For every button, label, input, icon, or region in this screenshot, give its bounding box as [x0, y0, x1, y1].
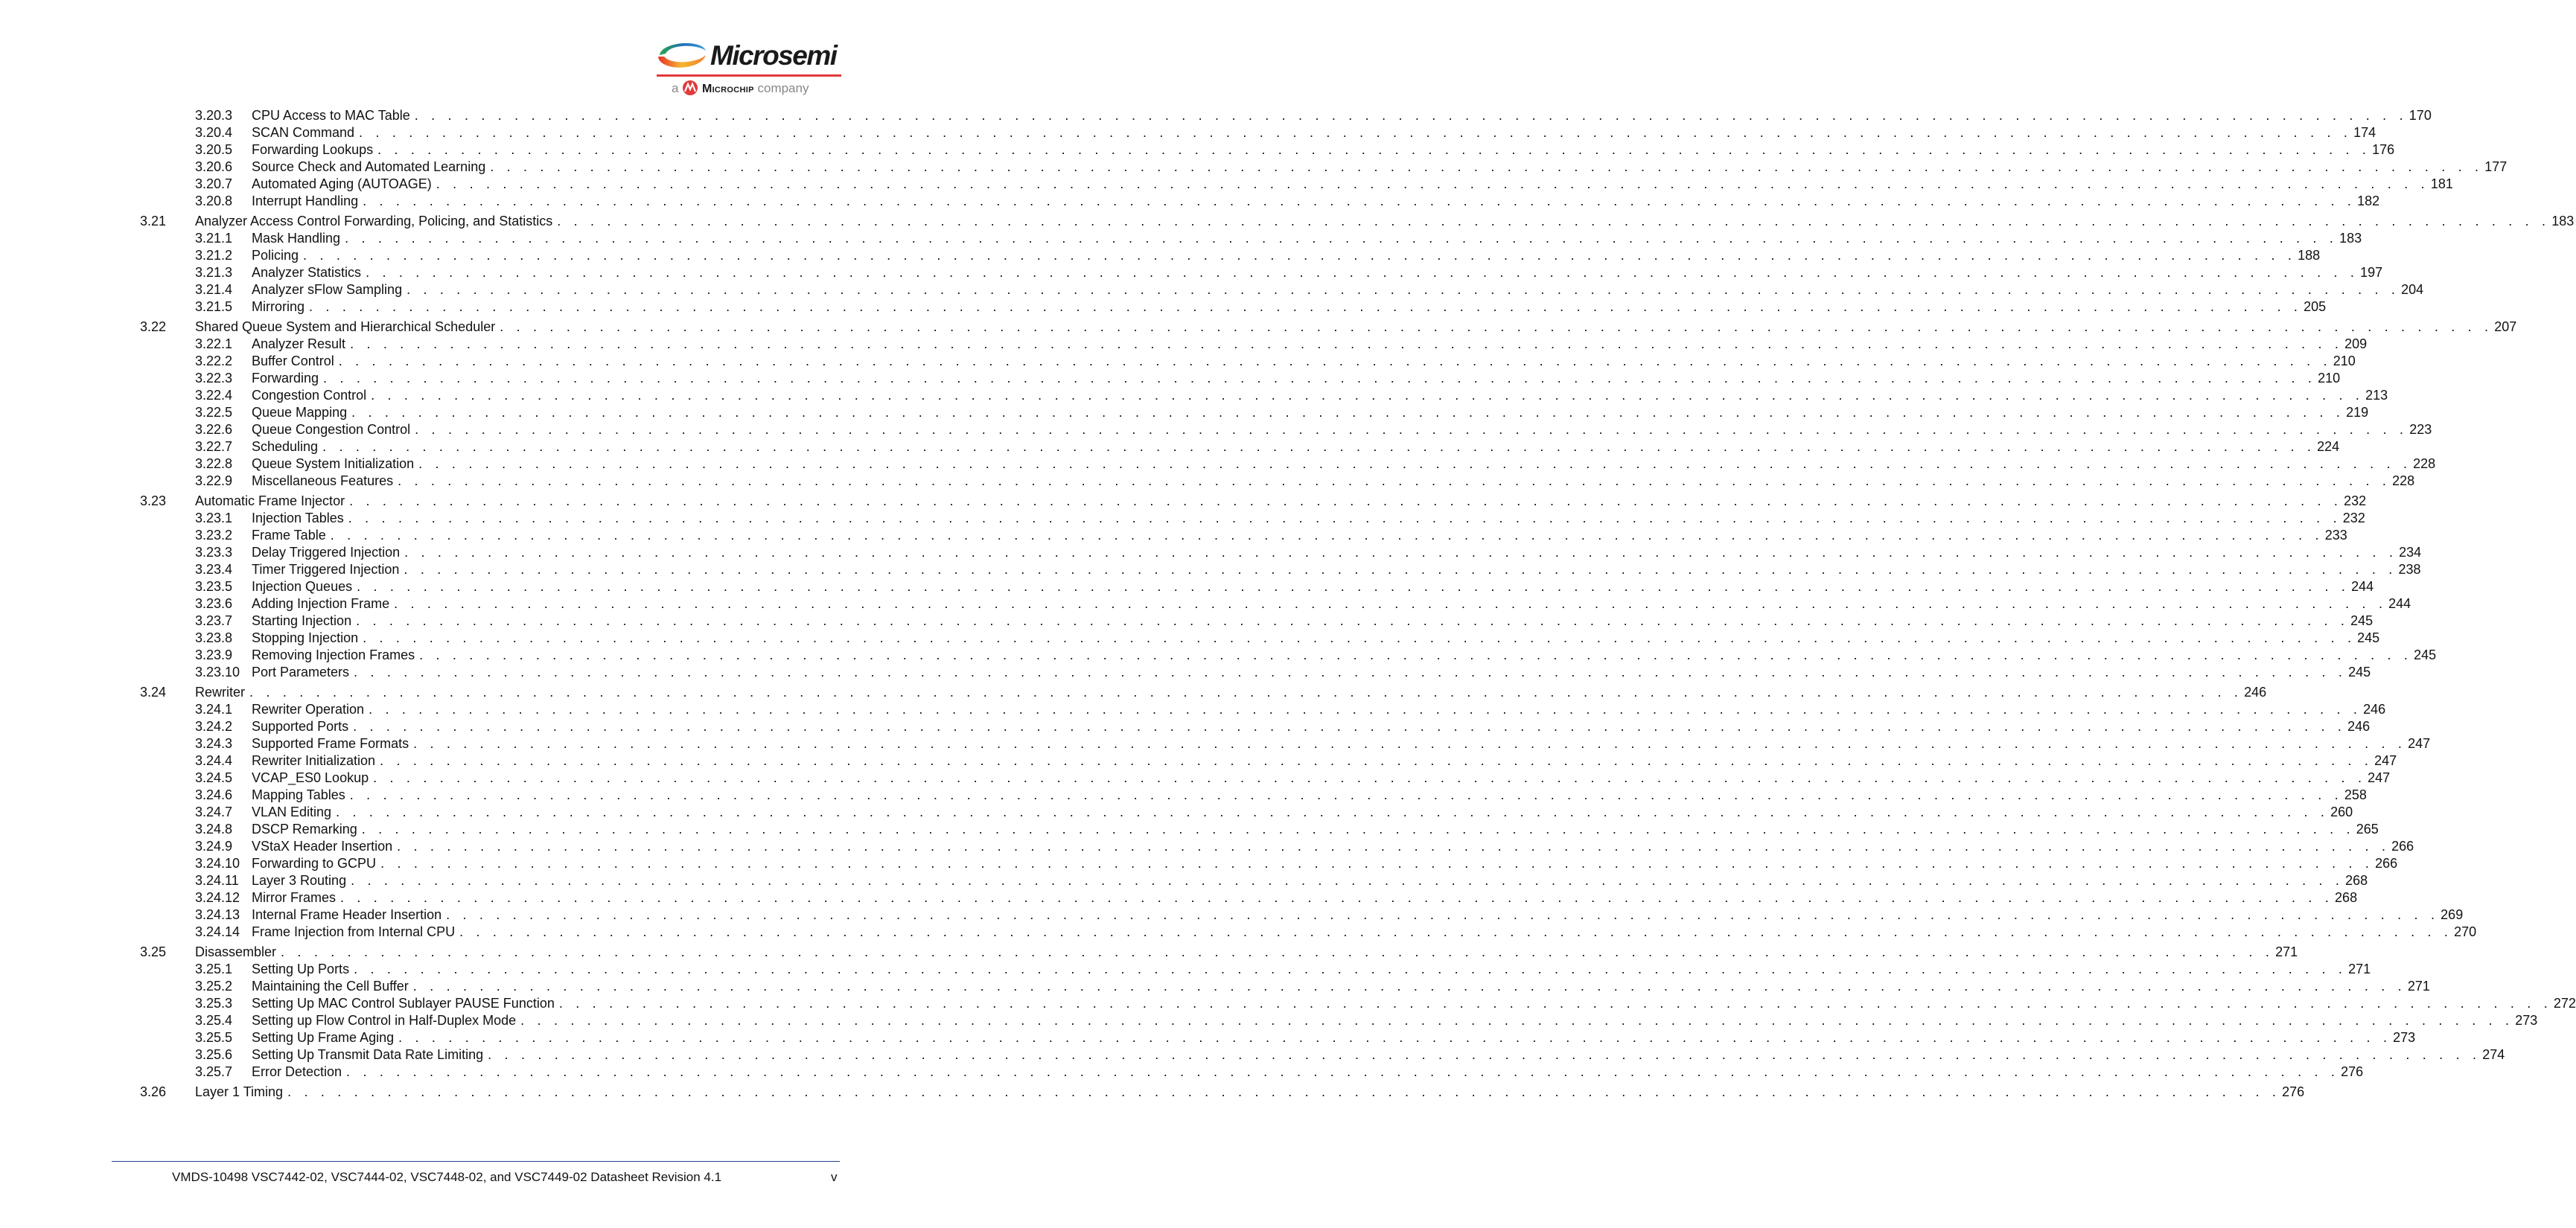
toc-entry-page: 271 — [2275, 944, 2298, 959]
toc-entry-page: 205 — [2304, 299, 2327, 314]
toc-entry-number: 3.20.3 — [195, 108, 233, 123]
toc-entry-page: 197 — [2360, 265, 2383, 280]
dot-leader: . . . . . . . . . . . . . . . . . . . . . . . . . . . . . . . . . . . . . . . . . . . . . . . . . . . . . . . . . . . . . . . . . . . . . . . . . . . . . . . . . . . . . . . . . . . . . . . . . . . . . . . . . . . . . . . . . . . . . . . . — [356, 613, 2350, 628]
toc-entry-title: Queue System Initialization — [252, 456, 415, 471]
toc-entry-number: 3.22.6 — [195, 422, 233, 437]
dot-leader: . . . . . . . . . . . . . . . . . . . . . . . . . . . . . . . . . . . . . . . . . . . . . . . . . . . . . . . . . . . . . . . . . . . . . . . . . . . . . . . . . . . . . . . . . . . . . . . . . . . . . . . . . . . . . . . . . . . . . . . . — [348, 511, 2341, 525]
toc-subsection-entry[interactable] — [140, 735, 2431, 752]
toc-entry-page: 210 — [2333, 354, 2356, 368]
toc-entry-title: VCAP_ES0 Lookup — [252, 770, 369, 785]
toc-entry-number: 3.25.5 — [195, 1030, 233, 1045]
toc-subsection-entry[interactable] — [140, 438, 2340, 455]
toc-entry-title: Congestion Control — [252, 388, 367, 403]
dot-leader: . . . . . . . . . . . . . . . . . . . . . . . . . . . . . . . . . . . . . . . . . . . . . . . . . . . . . . . . . . . . . . . . . . . . . . . . . . . . . . . . . . . . . . . . . . . . . . . . . . . . . . . . . . . . . . . . . . . . . . . . — [353, 719, 2347, 734]
toc-entry-page: 276 — [2282, 1084, 2305, 1099]
toc-entry-title: Setting Up Frame Aging — [252, 1030, 395, 1045]
toc-entry-page: 268 — [2335, 890, 2358, 905]
toc-entry-number: 3.21.2 — [195, 248, 233, 263]
toc-subsection-entry[interactable] — [140, 336, 2368, 353]
dot-leader: . . . . . . . . . . . . . . . . . . . . . . . . . . . . . . . . . . . . . . . . . . . . . . . . . . . . . . . . . . . . . . . . . . . . . . . . . . . . . . . . . . . . . . . . . . . . . . . . . . . . . . . . . . . . . . . . . . . . . . . . — [459, 924, 2453, 939]
toc-entry-number: 3.24 — [140, 685, 167, 700]
toc-entry-page: 177 — [2484, 159, 2508, 174]
toc-entry-page: 272 — [2553, 996, 2576, 1011]
toc-entry-page: 174 — [2353, 125, 2376, 140]
dot-leader: . . . . . . . . . . . . . . . . . . . . . . . . . . . . . . . . . . . . . . . . . . . . . . . . . . . . . . . . . . . . . . . . . . . . . . . . . . . . . . . . . . . . . . . . . . . . . . . . . . . . . . . . . . . . . . . . . . . . . . . . — [322, 439, 2316, 454]
toc-entry-title: Source Check and Automated Learning — [252, 159, 486, 174]
dot-leader: . . . . . . . . . . . . . . . . . . . . . . . . . . . . . . . . . . . . . . . . . . . . . . . . . . . . . . . . . . . . . . . . . . . . . . . . . . . . . . . . . . . . . . . . . . . . . . . . . . . . . . . . . . . . . . . . . . . . . . . . — [407, 282, 2400, 297]
toc-entry-page: 270 — [2454, 924, 2477, 939]
toc-entry-number: 3.23 — [140, 493, 167, 508]
toc-entry-title: Supported Ports — [252, 719, 349, 734]
toc-entry-title: Layer 3 Routing — [252, 873, 347, 888]
toc-entry-title: Removing Injection Frames — [252, 647, 415, 662]
dot-leader: . . . . . . . . . . . . . . . . . . . . . . . . . . . . . . . . . . . . . . . . . . . . . . . . . . . . . . . . . . . . . . . . . . . . . . . . . . . . . . . . . . . . . . . . . . . . . . . . . . . . . . . . . . . . . . . . . . . . . . . . — [350, 336, 2344, 351]
toc-entry-title: Mask Handling — [252, 231, 341, 246]
toc-entry-number: 3.25.3 — [195, 996, 233, 1011]
toc-subsection-entry[interactable] — [140, 701, 2386, 718]
toc-entry-page: 245 — [2348, 665, 2371, 679]
toc-entry-title: Setting Up Ports — [252, 962, 350, 976]
toc-subsection-entry[interactable] — [140, 752, 2397, 770]
toc-subsection-entry[interactable] — [140, 821, 2379, 838]
dot-leader: . . . . . . . . . . . . . . . . . . . . . . . . . . . . . . . . . . . . . . . . . . . . . . . . . . . . . . . . . . . . . . . . . . . . . . . . . . . . . . . . . . . . . . . . . . . . . . . . . . . . . . . . . . . . . . . . . . . . . . . . — [354, 665, 2347, 679]
toc-entry-page: 258 — [2344, 787, 2367, 802]
toc-entry-number: 3.24.2 — [195, 719, 233, 734]
toc-entry-page: 233 — [2324, 528, 2347, 543]
toc-subsection-entry[interactable] — [140, 924, 2477, 941]
dot-leader: . . . . . . . . . . . . . . . . . . . . . . . . . . . . . . . . . . . . . . . . . . . . . . . . . . . . . . . . . . . . . . . . . . . . . . . . . . . . . . . . . . . . . . . . . . . . . . . . . . . . . . . . . . . . . . . . . . . . . . . . — [557, 214, 2551, 228]
toc-subsection-entry[interactable] — [140, 995, 2576, 1012]
toc-subsection-entry[interactable] — [140, 193, 2380, 210]
dot-leader: . . . . . . . . . . . . . . . . . . . . . . . . . . . . . . . . . . . . . . . . . . . . . . . . . . . . . . . . . . . . . . . . . . . . . . . . . . . . . . . . . . . . . . . . . . . . . . . . . . . . . . . . . . . . . . . . . . . . . . . . — [351, 405, 2345, 420]
toc-subsection-entry[interactable] — [140, 281, 2424, 298]
toc-entry-number: 3.25 — [140, 944, 167, 959]
toc-subsection-entry[interactable] — [140, 298, 2327, 316]
toc-subsection-entry[interactable] — [140, 855, 2398, 872]
toc-subsection-entry[interactable] — [140, 561, 2421, 578]
toc-entry-number: 3.25.2 — [195, 979, 233, 994]
toc-entry-page: 170 — [2408, 108, 2432, 123]
toc-entry-number: 3.24.7 — [195, 805, 233, 819]
toc-section-entry[interactable] — [140, 684, 2267, 701]
dot-leader: . . . . . . . . . . . . . . . . . . . . . . . . . . . . . . . . . . . . . . . . . . . . . . . . . . . . . . . . . . . . . . . . . . . . . . . . . . . . . . . . . . . . . . . . . . . . . . . . . . . . . . . . . . . . . . . . . . . . . . . . — [446, 907, 2440, 922]
toc-entry-number: 3.23.8 — [195, 630, 233, 645]
toc-entry-number: 3.23.1 — [195, 511, 233, 525]
dot-leader: . . . . . . . . . . . . . . . . . . . . . . . . . . . . . . . . . . . . . . . . . . . . . . . . . . . . . . . . . . . . . . . . . . . . . . . . . . . . . . . . . . . . . . . . . . . . . . . . . . . . . . . . . . . . . . . . . . . . . . . . — [287, 1084, 2281, 1099]
toc-entry-number: 3.24.10 — [195, 856, 240, 871]
dot-leader: . . . . . . . . . . . . . . . . . . . . . . . . . . . . . . . . . . . . . . . . . . . . . . . . . . . . . . . . . . . . . . . . . . . . . . . . . . . . . . . . . . . . . . . . . . . . . . . . . . . . . . . . . . . . . . . . . . . . . . . . — [249, 685, 2243, 700]
toc-entry-number: 3.22.8 — [195, 456, 233, 471]
toc-entry-page: 260 — [2330, 805, 2353, 819]
toc-entry-page: 213 — [2365, 388, 2388, 403]
toc-subsection-entry[interactable] — [140, 247, 2321, 264]
toc-subsection-entry[interactable] — [140, 544, 2422, 561]
dot-leader: . . . . . . . . . . . . . . . . . . . . . . . . . . . . . . . . . . . . . . . . . . . . . . . . . . . . . . . . . . . . . . . . . . . . . . . . . . . . . . . . . . . . . . . . . . . . . . . . . . . . . . . . . . . . . . . . . . . . . . . . — [351, 873, 2344, 888]
dot-leader: . . . . . . . . . . . . . . . . . . . . . . . . . . . . . . . . . . . . . . . . . . . . . . . . . . . . . . . . . . . . . . . . . . . . . . . . . . . . . . . . . . . . . . . . . . . . . . . . . . . . . . . . . . . . . . . . . . . . . . . . — [398, 1030, 2392, 1045]
toc-entry-number: 3.25.7 — [195, 1064, 233, 1079]
toc-entry-title: Miscellaneous Features — [252, 473, 394, 488]
toc-entry-title: Injection Queues — [252, 579, 353, 594]
toc-subsection-entry[interactable] — [140, 510, 2365, 527]
microsemi-swirl-icon — [657, 39, 709, 71]
toc-entry-title: Starting Injection — [252, 613, 352, 628]
toc-entry-title: Maintaining the Cell Buffer — [252, 979, 409, 994]
toc-entry-number: 3.24.11 — [195, 873, 239, 888]
table-of-contents — [140, 107, 2576, 1101]
toc-entry-number: 3.24.4 — [195, 753, 233, 768]
toc-entry-number: 3.23.7 — [195, 613, 233, 628]
toc-entry-number: 3.23.10 — [195, 665, 240, 679]
toc-entry-number: 3.24.14 — [195, 924, 240, 939]
toc-entry-number: 3.25.4 — [195, 1013, 233, 1028]
dot-leader: . . . . . . . . . . . . . . . . . . . . . . . . . . . . . . . . . . . . . . . . . . . . . . . . . . . . . . . . . . . . . . . . . . . . . . . . . . . . . . . . . . . . . . . . . . . . . . . . . . . . . . . . . . . . . . . . . . . . . . . . — [369, 702, 2362, 717]
toc-section-entry[interactable] — [140, 319, 2517, 336]
dot-leader: . . . . . . . . . . . . . . . . . . . . . . . . . . . . . . . . . . . . . . . . . . . . . . . . . . . . . . . . . . . . . . . . . . . . . . . . . . . . . . . . . . . . . . . . . . . . . . . . . . . . . . . . . . . . . . . . . . . . . . . . — [371, 388, 2365, 403]
toc-subsection-entry[interactable] — [140, 978, 2430, 995]
toc-entry-number: 3.24.8 — [195, 822, 233, 837]
toc-entry-number: 3.22.9 — [195, 473, 233, 488]
toc-entry-number: 3.25.6 — [195, 1047, 233, 1062]
toc-section-entry[interactable] — [140, 213, 2575, 230]
toc-entry-title: Queue Mapping — [252, 405, 348, 420]
toc-subsection-entry[interactable] — [140, 595, 2411, 613]
toc-subsection-entry[interactable] — [140, 230, 2362, 247]
toc-entry-title: VStaX Header Insertion — [252, 839, 393, 854]
toc-entry-number: 3.21 — [140, 214, 167, 228]
toc-entry-title: Supported Frame Formats — [252, 736, 409, 751]
toc-entry-title: DSCP Remarking — [252, 822, 357, 837]
toc-entry-title: Mirror Frames — [252, 890, 336, 905]
dot-leader: . . . . . . . . . . . . . . . . . . . . . . . . . . . . . . . . . . . . . . . . . . . . . . . . . . . . . . . . . . . . . . . . . . . . . . . . . . . . . . . . . . . . . . . . . . . . . . . . . . . . . . . . . . . . . . . . . . . . . . . . — [349, 493, 2343, 508]
toc-entry-page: 181 — [2430, 176, 2453, 191]
dot-leader: . . . . . . . . . . . . . . . . . . . . . . . . . . . . . . . . . . . . . . . . . . . . . . . . . . . . . . . . . . . . . . . . . . . . . . . . . . . . . . . . . . . . . . . . . . . . . . . . . . . . . . . . . . . . . . . . . . . . . . . . — [338, 354, 2332, 368]
toc-section-entry[interactable] — [140, 1084, 2305, 1101]
toc-entry-page: 247 — [2374, 753, 2397, 768]
toc-entry-page: 246 — [2244, 685, 2267, 700]
dot-leader: . . . . . . . . . . . . . . . . . . . . . . . . . . . . . . . . . . . . . . . . . . . . . . . . . . . . . . . . . . . . . . . . . . . . . . . . . . . . . . . . . . . . . . . . . . . . . . . . . . . . . . . . . . . . . . . . . . . . . . . . — [412, 979, 2406, 994]
toc-entry-number: 3.23.3 — [195, 545, 233, 560]
toc-subsection-entry[interactable] — [140, 370, 2341, 387]
toc-entry-title: Setting Up MAC Control Sublayer PAUSE Function — [252, 996, 555, 1011]
toc-subsection-entry[interactable] — [140, 124, 2376, 141]
toc-entry-number: 3.22.1 — [195, 336, 233, 351]
toc-entry-number: 3.20.5 — [195, 142, 233, 157]
toc-entry-number: 3.23.6 — [195, 596, 233, 611]
footer-doc-title: VMDS-10498 VSC7442-02, VSC7444-02, VSC7448-02, and VSC7449-02 Datasheet Revision 4.1 — [172, 1170, 722, 1184]
dot-leader: . . . . . . . . . . . . . . . . . . . . . . . . . . . . . . . . . . . . . . . . . . . . . . . . . . . . . . . . . . . . . . . . . . . . . . . . . . . . . . . . . . . . . . . . . . . . . . . . . . . . . . . . . . . . . . . . . . . . . . . . — [345, 231, 2339, 246]
toc-entry-title: Port Parameters — [252, 665, 350, 679]
toc-entry-page: 245 — [2414, 647, 2437, 662]
dot-leader: . . . . . . . . . . . . . . . . . . . . . . . . . . . . . . . . . . . . . . . . . . . . . . . . . . . . . . . . . . . . . . . . . . . . . . . . . . . . . . . . . . . . . . . . . . . . . . . . . . . . . . . . . . . . . . . . . . . . . . . . — [490, 159, 2484, 174]
toc-subsection-entry[interactable] — [140, 473, 2415, 490]
toc-entry-number: 3.20.8 — [195, 194, 233, 208]
toc-entry-page: 273 — [2393, 1030, 2416, 1045]
toc-entry-page: 245 — [2350, 613, 2373, 628]
toc-entry-title: Adding Injection Frame — [252, 596, 390, 611]
toc-entry-title: Forwarding — [252, 371, 319, 386]
toc-entry-page: 210 — [2318, 371, 2341, 386]
toc-entry-title: Mapping Tables — [252, 787, 345, 802]
dot-leader: . . . . . . . . . . . . . . . . . . . . . . . . . . . . . . . . . . . . . . . . . . . . . . . . . . . . . . . . . . . . . . . . . . . . . . . . . . . . . . . . . . . . . . . . . . . . . . . . . . . . . . . . . . . . . . . . . . . . . . . . — [323, 371, 2317, 386]
toc-entry-title: Shared Queue System and Hierarchical Scheduler — [195, 319, 496, 334]
toc-entry-number: 3.24.5 — [195, 770, 233, 785]
toc-entry-title: CPU Access to MAC Table — [252, 108, 410, 123]
toc-entry-title: Analyzer Statistics — [252, 265, 362, 280]
toc-entry-number: 3.24.12 — [195, 890, 240, 905]
toc-entry-page: 207 — [2494, 319, 2517, 334]
dot-leader: . . . . . . . . . . . . . . . . . . . . . . . . . . . . . . . . . . . . . . . . . . . . . . . . . . . . . . . . . . . . . . . . . . . . . . . . . . . . . . . . . . . . . . . . . . . . . . . . . . . . . . . . . . . . . . . . . . . . . . . . — [363, 194, 2356, 208]
toc-entry-page: 209 — [2344, 336, 2368, 351]
dot-leader: . . . . . . . . . . . . . . . . . . . . . . . . . . . . . . . . . . . . . . . . . . . . . . . . . . . . . . . . . . . . . . . . . . . . . . . . . . . . . . . . . . . . . . . . . . . . . . . . . . . . . . . . . . . . . . . . . . . . . . . . — [397, 839, 2391, 854]
dot-leader: . . . . . . . . . . . . . . . . . . . . . . . . . . . . . . . . . . . . . . . . . . . . . . . . . . . . . . . . . . . . . . . . . . . . . . . . . . . . . . . . . . . . . . . . . . . . . . . . . . . . . . . . . . . . . . . . . . . . . . . . — [303, 248, 2297, 263]
toc-entry-title: Injection Tables — [252, 511, 344, 525]
toc-entry-number: 3.22.7 — [195, 439, 233, 454]
footer-divider — [112, 1161, 840, 1162]
toc-entry-number: 3.23.4 — [195, 562, 233, 577]
toc-subsection-entry[interactable] — [140, 718, 2371, 735]
toc-entry-number: 3.22.4 — [195, 388, 233, 403]
toc-entry-title: Queue Congestion Control — [252, 422, 411, 437]
toc-entry-number: 3.22.5 — [195, 405, 233, 420]
toc-entry-title: Interrupt Handling — [252, 194, 359, 208]
toc-subsection-entry[interactable] — [140, 889, 2358, 906]
dot-leader: . . . . . . . . . . . . . . . . . . . . . . . . . . . . . . . . . . . . . . . . . . . . . . . . . . . . . . . . . . . . . . . . . . . . . . . . . . . . . . . . . . . . . . . . . . . . . . . . . . . . . . . . . . . . . . . . . . . . . . . . — [418, 456, 2412, 471]
dot-leader: . . . . . . . . . . . . . . . . . . . . . . . . . . . . . . . . . . . . . . . . . . . . . . . . . . . . . . . . . . . . . . . . . . . . . . . . . . . . . . . . . . . . . . . . . . . . . . . . . . . . . . . . . . . . . . . . . . . . . . . . — [340, 890, 2334, 905]
toc-entry-number: 3.26 — [140, 1084, 167, 1099]
dot-leader: . . . . . . . . . . . . . . . . . . . . . . . . . . . . . . . . . . . . . . . . . . . . . . . . . . . . . . . . . . . . . . . . . . . . . . . . . . . . . . . . . . . . . . . . . . . . . . . . . . . . . . . . . . . . . . . . . . . . . . . . — [488, 1047, 2481, 1062]
toc-entry-page: 183 — [2339, 231, 2362, 246]
toc-entry-page: 232 — [2344, 493, 2367, 508]
toc-entry-title: Stopping Injection — [252, 630, 359, 645]
toc-entry-page: 183 — [2551, 214, 2575, 228]
toc-entry-number: 3.21.3 — [195, 265, 233, 280]
microchip-icon — [682, 80, 698, 95]
toc-section-entry[interactable] — [140, 493, 2367, 510]
toc-entry-number: 3.21.4 — [195, 282, 233, 297]
toc-entry-page: 247 — [2408, 736, 2431, 751]
toc-entry-title: Frame Table — [252, 528, 326, 543]
dot-leader: . . . . . . . . . . . . . . . . . . . . . . . . . . . . . . . . . . . . . . . . . . . . . . . . . . . . . . . . . . . . . . . . . . . . . . . . . . . . . . . . . . . . . . . . . . . . . . . . . . . . . . . . . . . . . . . . . . . . . . . . — [398, 473, 2391, 488]
toc-entry-number: 3.24.3 — [195, 736, 233, 751]
toc-subsection-entry[interactable] — [140, 664, 2371, 681]
toc-entry-number: 3.23.5 — [195, 579, 233, 594]
toc-subsection-entry[interactable] — [140, 455, 2436, 473]
dot-leader: . . . . . . . . . . . . . . . . . . . . . . . . . . . . . . . . . . . . . . . . . . . . . . . . . . . . . . . . . . . . . . . . . . . . . . . . . . . . . . . . . . . . . . . . . . . . . . . . . . . . . . . . . . . . . . . . . . . . . . . . — [330, 528, 2324, 543]
dot-leader: . . . . . . . . . . . . . . . . . . . . . . . . . . . . . . . . . . . . . . . . . . . . . . . . . . . . . . . . . . . . . . . . . . . . . . . . . . . . . . . . . . . . . . . . . . . . . . . . . . . . . . . . . . . . . . . . . . . . . . . . — [363, 630, 2356, 645]
toc-subsection-entry[interactable] — [140, 264, 2383, 281]
toc-subsection-entry[interactable] — [140, 353, 2356, 370]
toc-entry-title: Analyzer sFlow Sampling — [252, 282, 403, 297]
toc-entry-page: 245 — [2357, 630, 2380, 645]
toc-subsection-entry[interactable] — [140, 421, 2432, 438]
dot-leader: . . . . . . . . . . . . . . . . . . . . . . . . . . . . . . . . . . . . . . . . . . . . . . . . . . . . . . . . . . . . . . . . . . . . . . . . . . . . . . . . . . . . . . . . . . . . . . . . . . . . . . . . . . . . . . . . . . . . . . . . — [361, 822, 2355, 837]
toc-subsection-entry[interactable] — [140, 787, 2367, 804]
toc-subsection-entry[interactable] — [140, 527, 2347, 544]
toc-entry-number: 3.22.3 — [195, 371, 233, 386]
toc-entry-page: 219 — [2346, 405, 2369, 420]
toc-entry-title: Analyzer Result — [252, 336, 346, 351]
dot-leader: . . . . . . . . . . . . . . . . . . . . . . . . . . . . . . . . . . . . . . . . . . . . . . . . . . . . . . . . . . . . . . . . . . . . . . . . . . . . . . . . . . . . . . . . . . . . . . . . . . . . . . . . . . . . . . . . . . . . . . . . — [394, 596, 2388, 611]
dot-leader: . . . . . . . . . . . . . . . . . . . . . . . . . . . . . . . . . . . . . . . . . . . . . . . . . . . . . . . . . . . . . . . . . . . . . . . . . . . . . . . . . . . . . . . . . . . . . . . . . . . . . . . . . . . . . . . . . . . . . . . . — [380, 856, 2374, 871]
toc-entry-title: Scheduling — [252, 439, 319, 454]
toc-entry-title: Mirroring — [252, 299, 305, 314]
toc-entry-page: 266 — [2375, 856, 2398, 871]
dot-leader: . . . . . . . . . . . . . . . . . . . . . . . . . . . . . . . . . . . . . . . . . . . . . . . . . . . . . . . . . . . . . . . . . . . . . . . . . . . . . . . . . . . . . . . . . . . . . . . . . . . . . . . . . . . . . . . . . . . . . . . . — [309, 299, 2303, 314]
toc-entry-title: Analyzer Access Control Forwarding, Policing, and Statistics — [195, 214, 553, 228]
dot-leader: . . . . . . . . . . . . . . . . . . . . . . . . . . . . . . . . . . . . . . . . . . . . . . . . . . . . . . . . . . . . . . . . . . . . . . . . . . . . . . . . . . . . . . . . . . . . . . . . . . . . . . . . . . . . . . . . . . . . . . . . — [436, 176, 2429, 191]
dot-leader: . . . . . . . . . . . . . . . . . . . . . . . . . . . . . . . . . . . . . . . . . . . . . . . . . . . . . . . . . . . . . . . . . . . . . . . . . . . . . . . . . . . . . . . . . . . . . . . . . . . . . . . . . . . . . . . . . . . . . . . . — [413, 736, 2407, 751]
toc-entry-page: 228 — [2413, 456, 2436, 471]
dot-leader: . . . . . . . . . . . . . . . . . . . . . . . . . . . . . . . . . . . . . . . . . . . . . . . . . . . . . . . . . . . . . . . . . . . . . . . . . . . . . . . . . . . . . . . . . . . . . . . . . . . . . . . . . . . . . . . . . . . . . . . . — [520, 1013, 2514, 1028]
toc-entry-title: Forwarding to GCPU — [252, 856, 377, 871]
toc-section-entry[interactable] — [140, 944, 2298, 961]
toc-entry-page: 247 — [2368, 770, 2391, 785]
toc-subsection-entry[interactable] — [140, 176, 2453, 193]
toc-entry-page: 266 — [2391, 839, 2414, 854]
toc-subsection-entry[interactable] — [140, 906, 2464, 924]
toc-entry-number: 3.22.2 — [195, 354, 233, 368]
toc-entry-number: 3.21.1 — [195, 231, 233, 246]
toc-entry-page: 269 — [2440, 907, 2464, 922]
toc-entry-page: 268 — [2345, 873, 2368, 888]
toc-entry-title: Setting Up Transmit Data Rate Limiting — [252, 1047, 484, 1062]
dot-leader: . . . . . . . . . . . . . . . . . . . . . . . . . . . . . . . . . . . . . . . . . . . . . . . . . . . . . . . . . . . . . . . . . . . . . . . . . . . . . . . . . . . . . . . . . . . . . . . . . . . . . . . . . . . . . . . . . . . . . . . . — [377, 142, 2371, 157]
dot-leader: . . . . . . . . . . . . . . . . . . . . . . . . . . . . . . . . . . . . . . . . . . . . . . . . . . . . . . . . . . . . . . . . . . . . . . . . . . . . . . . . . . . . . . . . . . . . . . . . . . . . . . . . . . . . . . . . . . . . . . . . — [414, 108, 2408, 123]
dot-leader: . . . . . . . . . . . . . . . . . . . . . . . . . . . . . . . . . . . . . . . . . . . . . . . . . . . . . . . . . . . . . . . . . . . . . . . . . . . . . . . . . . . . . . . . . . . . . . . . . . . . . . . . . . . . . . . . . . . . . . . . — [404, 545, 2398, 560]
toc-subsection-entry[interactable] — [140, 838, 2414, 855]
toc-subsection-entry[interactable] — [140, 647, 2437, 664]
toc-entry-title: Forwarding Lookups — [252, 142, 374, 157]
toc-entry-number: 3.24.1 — [195, 702, 233, 717]
toc-entry-number: 3.20.4 — [195, 125, 233, 140]
toc-entry-number: 3.23.9 — [195, 647, 233, 662]
microsemi-logo: Microsemi a Microchip company — [657, 39, 841, 100]
toc-entry-title: Delay Triggered Injection — [252, 545, 401, 560]
toc-entry-number: 3.24.6 — [195, 787, 233, 802]
toc-subsection-entry[interactable] — [140, 141, 2395, 159]
toc-entry-title: Rewriter — [195, 685, 246, 700]
toc-subsection-entry[interactable] — [140, 804, 2353, 821]
dot-leader: . . . . . . . . . . . . . . . . . . . . . . . . . . . . . . . . . . . . . . . . . . . . . . . . . . . . . . . . . . . . . . . . . . . . . . . . . . . . . . . . . . . . . . . . . . . . . . . . . . . . . . . . . . . . . . . . . . . . . . . . — [346, 1064, 2340, 1079]
toc-entry-title: Frame Injection from Internal CPU — [252, 924, 456, 939]
toc-entry-number: 3.21.5 — [195, 299, 233, 314]
toc-subsection-entry[interactable] — [140, 1012, 2538, 1029]
toc-entry-title: SCAN Command — [252, 125, 355, 140]
toc-entry-number: 3.25.1 — [195, 962, 233, 976]
toc-entry-number: 3.20.6 — [195, 159, 233, 174]
dot-leader: . . . . . . . . . . . . . . . . . . . . . . . . . . . . . . . . . . . . . . . . . . . . . . . . . . . . . . . . . . . . . . . . . . . . . . . . . . . . . . . . . . . . . . . . . . . . . . . . . . . . . . . . . . . . . . . . . . . . . . . . — [357, 579, 2350, 594]
toc-entry-title: Policing — [252, 248, 299, 263]
toc-subsection-entry[interactable] — [140, 159, 2508, 176]
dot-leader: . . . . . . . . . . . . . . . . . . . . . . . . . . . . . . . . . . . . . . . . . . . . . . . . . . . . . . . . . . . . . . . . . . . . . . . . . . . . . . . . . . . . . . . . . . . . . . . . . . . . . . . . . . . . . . . . . . . . . . . . — [404, 562, 2397, 577]
toc-entry-title: VLAN Editing — [252, 805, 332, 819]
toc-entry-page: 265 — [2356, 822, 2379, 837]
toc-entry-page: 246 — [2347, 719, 2371, 734]
dot-leader: . . . . . . . . . . . . . . . . . . . . . . . . . . . . . . . . . . . . . . . . . . . . . . . . . . . . . . . . . . . . . . . . . . . . . . . . . . . . . . . . . . . . . . . . . . . . . . . . . . . . . . . . . . . . . . . . . . . . . . . . — [354, 962, 2347, 976]
toc-entry-page: 244 — [2351, 579, 2374, 594]
dot-leader: . . . . . . . . . . . . . . . . . . . . . . . . . . . . . . . . . . . . . . . . . . . . . . . . . . . . . . . . . . . . . . . . . . . . . . . . . . . . . . . . . . . . . . . . . . . . . . . . . . . . . . . . . . . . . . . . . . . . . . . . — [366, 265, 2359, 280]
toc-entry-page: 234 — [2399, 545, 2422, 560]
dot-leader: . . . . . . . . . . . . . . . . . . . . . . . . . . . . . . . . . . . . . . . . . . . . . . . . . . . . . . . . . . . . . . . . . . . . . . . . . . . . . . . . . . . . . . . . . . . . . . . . . . . . . . . . . . . . . . . . . . . . . . . . — [281, 944, 2274, 959]
toc-entry-page: 224 — [2317, 439, 2340, 454]
toc-entry-page: 273 — [2515, 1013, 2538, 1028]
toc-entry-number: 3.24.9 — [195, 839, 233, 854]
toc-entry-page: 228 — [2392, 473, 2415, 488]
toc-subsection-entry[interactable] — [140, 1046, 2505, 1064]
toc-entry-page: 274 — [2482, 1047, 2505, 1062]
toc-subsection-entry[interactable] — [140, 961, 2371, 978]
toc-entry-page: 182 — [2357, 194, 2380, 208]
dot-leader: . . . . . . . . . . . . . . . . . . . . . . . . . . . . . . . . . . . . . . . . . . . . . . . . . . . . . . . . . . . . . . . . . . . . . . . . . . . . . . . . . . . . . . . . . . . . . . . . . . . . . . . . . . . . . . . . . . . . . . . . — [380, 753, 2373, 768]
toc-entry-title: Disassembler — [195, 944, 277, 959]
toc-entry-title: Automated Aging (AUTOAGE) — [252, 176, 432, 191]
dot-leader: . . . . . . . . . . . . . . . . . . . . . . . . . . . . . . . . . . . . . . . . . . . . . . . . . . . . . . . . . . . . . . . . . . . . . . . . . . . . . . . . . . . . . . . . . . . . . . . . . . . . . . . . . . . . . . . . . . . . . . . . — [415, 422, 2408, 437]
toc-entry-page: 238 — [2398, 562, 2421, 577]
toc-entry-page: 223 — [2409, 422, 2432, 437]
dot-leader: . . . . . . . . . . . . . . . . . . . . . . . . . . . . . . . . . . . . . . . . . . . . . . . . . . . . . . . . . . . . . . . . . . . . . . . . . . . . . . . . . . . . . . . . . . . . . . . . . . . . . . . . . . . . . . . . . . . . . . . . — [500, 319, 2493, 334]
toc-entry-page: 244 — [2388, 596, 2411, 611]
toc-subsection-entry[interactable] — [140, 107, 2432, 124]
toc-entry-title: Layer 1 Timing — [195, 1084, 284, 1099]
toc-subsection-entry[interactable] — [140, 770, 2391, 787]
toc-subsection-entry[interactable] — [140, 872, 2368, 889]
logo-tagline: a Microchip company — [672, 81, 809, 95]
toc-entry-title: Buffer Control — [252, 354, 334, 368]
toc-entry-number: 3.24.13 — [195, 907, 240, 922]
toc-entry-number: 3.23.2 — [195, 528, 233, 543]
toc-subsection-entry[interactable] — [140, 1029, 2416, 1046]
toc-entry-title: Error Detection — [252, 1064, 342, 1079]
dot-leader: . . . . . . . . . . . . . . . . . . . . . . . . . . . . . . . . . . . . . . . . . . . . . . . . . . . . . . . . . . . . . . . . . . . . . . . . . . . . . . . . . . . . . . . . . . . . . . . . . . . . . . . . . . . . . . . . . . . . . . . . — [558, 996, 2552, 1011]
dot-leader: . . . . . . . . . . . . . . . . . . . . . . . . . . . . . . . . . . . . . . . . . . . . . . . . . . . . . . . . . . . . . . . . . . . . . . . . . . . . . . . . . . . . . . . . . . . . . . . . . . . . . . . . . . . . . . . . . . . . . . . . — [373, 770, 2367, 785]
logo-rule — [657, 74, 841, 77]
dot-leader: . . . . . . . . . . . . . . . . . . . . . . . . . . . . . . . . . . . . . . . . . . . . . . . . . . . . . . . . . . . . . . . . . . . . . . . . . . . . . . . . . . . . . . . . . . . . . . . . . . . . . . . . . . . . . . . . . . . . . . . . — [336, 805, 2330, 819]
toc-subsection-entry[interactable] — [140, 578, 2374, 595]
toc-entry-page: 246 — [2363, 702, 2386, 717]
toc-entry-page: 176 — [2372, 142, 2395, 157]
toc-entry-title: Rewriter Operation — [252, 702, 365, 717]
toc-entry-title: Timer Triggered Injection — [252, 562, 400, 577]
toc-subsection-entry[interactable] — [140, 387, 2388, 404]
toc-entry-title: Internal Frame Header Insertion — [252, 907, 442, 922]
dot-leader: . . . . . . . . . . . . . . . . . . . . . . . . . . . . . . . . . . . . . . . . . . . . . . . . . . . . . . . . . . . . . . . . . . . . . . . . . . . . . . . . . . . . . . . . . . . . . . . . . . . . . . . . . . . . . . . . . . . . . . . . — [349, 787, 2343, 802]
toc-entry-page: 204 — [2401, 282, 2424, 297]
toc-subsection-entry[interactable] — [140, 404, 2369, 421]
toc-subsection-entry[interactable] — [140, 1064, 2364, 1081]
toc-subsection-entry[interactable] — [140, 613, 2373, 630]
toc-entry-page: 271 — [2348, 962, 2371, 976]
toc-entry-page: 188 — [2298, 248, 2321, 263]
toc-subsection-entry[interactable] — [140, 630, 2380, 647]
toc-entry-number: 3.20.7 — [195, 176, 233, 191]
footer-page-number: v — [831, 1170, 838, 1184]
dot-leader: . . . . . . . . . . . . . . . . . . . . . . . . . . . . . . . . . . . . . . . . . . . . . . . . . . . . . . . . . . . . . . . . . . . . . . . . . . . . . . . . . . . . . . . . . . . . . . . . . . . . . . . . . . . . . . . . . . . . . . . . — [419, 647, 2413, 662]
toc-entry-number: 3.22 — [140, 319, 167, 334]
dot-leader: . . . . . . . . . . . . . . . . . . . . . . . . . . . . . . . . . . . . . . . . . . . . . . . . . . . . . . . . . . . . . . . . . . . . . . . . . . . . . . . . . . . . . . . . . . . . . . . . . . . . . . . . . . . . . . . . . . . . . . . . — [359, 125, 2353, 140]
toc-entry-title: Setting up Flow Control in Half-Duplex Mode — [252, 1013, 517, 1028]
toc-entry-page: 276 — [2341, 1064, 2364, 1079]
toc-entry-title: Rewriter Initialization — [252, 753, 376, 768]
toc-entry-title: Automatic Frame Injector — [195, 493, 345, 508]
toc-entry-page: 271 — [2407, 979, 2430, 994]
toc-entry-page: 232 — [2342, 511, 2365, 525]
